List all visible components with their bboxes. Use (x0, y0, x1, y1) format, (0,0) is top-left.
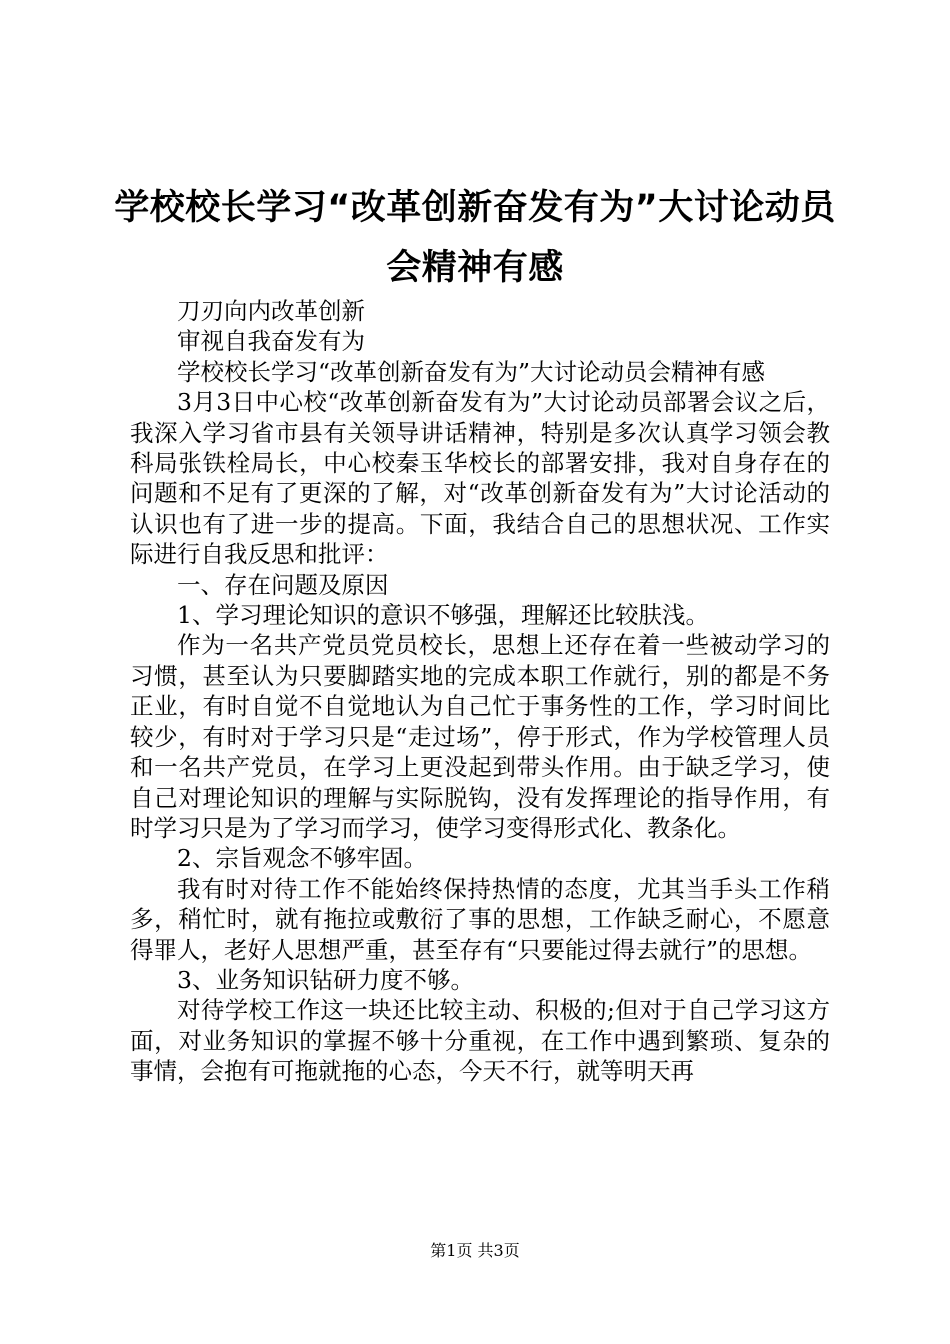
section-heading: 一、存在问题及原因 (177, 570, 389, 599)
paragraph: 3月3日中心校“改革创新奋发有为”大讨论动员部署会议之后，我深入学习省市县有关领导讲话精神，特别是多次认真学习领会教科局张铁栓局长，中心校秦玉华校长的部署安排，我对自身存在的问题和不足有了更深的了解，对“改革创新奋发有为”大讨论活动的认识也有了进一步的提高。下面，我结合自己的思想状况、工作实际进行自我反思和批评： (130, 388, 830, 569)
document-title: 学校校长学习“改革创新奋发有为”大讨论动员会精神有感 (114, 188, 836, 288)
paragraph: 对待学校工作这一块还比较主动、积极的;但对于自己学习这方面，对业务知识的掌握不够十分重视，在工作中遇到繁琐、复杂的事情，会抱有可拖就拖的心态，今天不行，就等明天再 (130, 996, 830, 1086)
paragraph: 学校校长学习“改革创新奋发有为”大讨论动员会精神有感 (177, 357, 766, 386)
paragraph: 审视自我奋发有为 (177, 327, 365, 356)
subsection-heading: 3、业务知识钻研力度不够。 (177, 965, 474, 994)
paragraph: 刀刃向内改革创新 (177, 297, 365, 325)
subsection-heading: 1、学习理论知识的意识不够强，理解还比较肤浅。 (177, 601, 709, 630)
paragraph: 我有时对待工作不能始终保持热情的态度，尤其当手头工作稍多，稍忙时，就有拖拉或敷衍了事的思想，工作缺乏耐心，不愿意得罪人，老好人思想严重，甚至存有“只要能过得去就行”的思想。 (130, 874, 830, 964)
document-body (130, 296, 830, 1087)
paragraph: 作为一名共产党员党员校长，思想上还存在着一些被动学习的习惯，甚至认为只要脚踏实地的完成本职工作就行，别的都是不务正业，有时自觉不自觉地认为自己忙于事务性的工作，学习时间比较少，有时对于学习只是“走过场”，停于形式，作为学校管理人员和一名共产党员，在学习上更没起到带头作用。由于缺乏学习，使自己对理论知识的理解与实际脱钩，没有发挥理论的指导作用，有时学习只是为了学习而学习，使学习变得形式化、教条化。 (130, 631, 830, 842)
page-footer: 第1页 共3页 (430, 1241, 520, 1260)
subsection-heading: 2、宗旨观念不够牢固。 (177, 844, 427, 873)
